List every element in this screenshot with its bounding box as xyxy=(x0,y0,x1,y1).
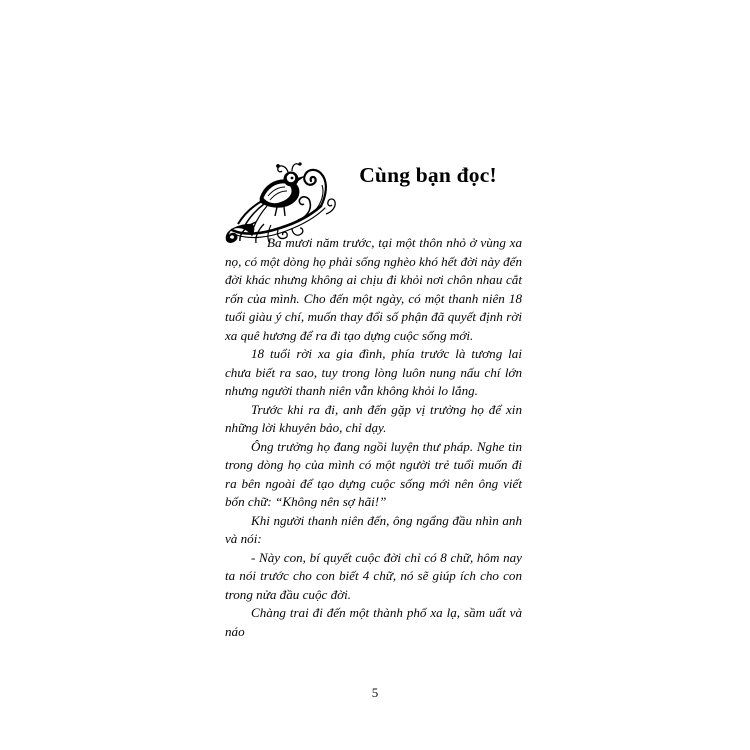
paragraph: Trước khi ra đi, anh đến gặp vị trưởng họ để xin những lời khuyên bảo, chỉ dạy. xyxy=(225,401,522,435)
body-text xyxy=(225,234,522,641)
paragraph: - Này con, bí quyết cuộc đời chỉ có 8 chữ, hôm nay ta nói trước cho con biết 4 chữ, nó sẽ giúp ích cho con trong nửa đầu cuộc đời. xyxy=(225,549,522,602)
paragraph: Ông trưởng họ đang ngồi luyện thư pháp. Nghe tin trong dòng họ của mình có một người trẻ tuổi muốn đi ra bên ngoài để tạo dựng cuộc sống mới nên ông viết bốn chữ: “Không nên sợ hãi!” xyxy=(225,438,522,509)
paragraph: Khi người thanh niên đến, ông ngẩng đầu nhìn anh và nói: xyxy=(225,512,522,546)
paragraph: Ba mươi năm trước, tại một thôn nhỏ ở vùng xa nọ, có một dòng họ phải sống nghèo khó hết đời này đến đời khác nhưng không ai chịu đi khỏi nơi chôn nhau cắt rốn của mình. Cho đến một ngày, có một thanh niên 18 tuổi giàu ý chí, muốn thay đổi số phận đã quyết định rời xa quê hương để ra đi tạo dựng cuộc sống mới. xyxy=(225,235,522,343)
page-content-column xyxy=(225,150,522,639)
bird-and-vine-flourish-ornament-icon xyxy=(222,152,340,244)
paragraph: Chàng trai đi đến một thành phố xa lạ, sầm uất và náo xyxy=(225,605,522,639)
page-title: Cùng bạn đọc! xyxy=(359,163,497,188)
page-number: 5 xyxy=(371,685,379,700)
paragraph: 18 tuổi rời xa gia đình, phía trước là tương lai chưa biết ra sao, tuy trong lòng luôn nung nấu chí lớn nhưng người thanh niên vẫn không khỏi lo lắng. xyxy=(225,346,522,398)
page-header xyxy=(225,150,522,240)
